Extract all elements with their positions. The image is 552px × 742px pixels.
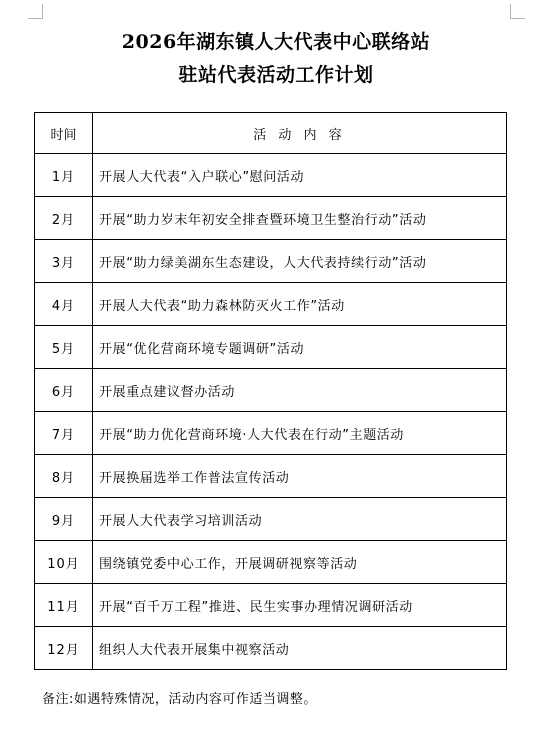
table-row [35,627,507,670]
activity-cell: 组织人大代表开展集中视察活动 [93,627,507,670]
activity-cell: 开展“百千万工程”推进、民生实事办理情况调研活动 [93,584,507,627]
month-cell: 1月 [35,154,93,197]
document-title-line2: 驻站代表活动工作计划 [178,64,374,86]
month-cell: 7月 [35,412,93,455]
activity-plan-table [34,112,507,670]
header-activity-content: 活 动 内 容 [93,113,507,154]
activity-cell: 开展换届选举工作普法宣传活动 [93,455,507,498]
activity-cell: 开展“优化营商环境专题调研”活动 [93,326,507,369]
activity-cell: 开展人大代表“入户联心”慰问活动 [93,154,507,197]
activity-cell: 开展人大代表“助力森林防灭火工作”活动 [93,283,507,326]
activity-cell: 开展“助力岁末年初安全排查暨环境卫生整治行动”活动 [93,197,507,240]
table-row [35,541,507,584]
table-row [35,584,507,627]
activity-cell: 围绕镇党委中心工作，开展调研视察等活动 [93,541,507,584]
table-row [35,326,507,369]
activity-cell: 开展“助力优化营商环境·人大代表在行动”主题活动 [93,412,507,455]
activity-cell: 开展人大代表学习培训活动 [93,498,507,541]
header-time: 时间 [35,113,93,154]
activity-cell: 开展重点建议督办活动 [93,369,507,412]
activity-cell: 开展“助力绿美湖东生态建设，人大代表持续行动”活动 [93,240,507,283]
remark-note: 备注:如遇特殊情况，活动内容可作适当调整。 [42,692,317,707]
month-cell: 4月 [35,283,93,326]
month-cell: 5月 [35,326,93,369]
page-corner-mark-left [28,4,43,19]
table-header-row [35,113,507,154]
table-row [35,240,507,283]
month-cell: 6月 [35,369,93,412]
month-cell: 11月 [35,584,93,627]
table-row [35,455,507,498]
month-cell: 8月 [35,455,93,498]
month-cell: 2月 [35,197,93,240]
month-cell: 10月 [35,541,93,584]
table-row [35,369,507,412]
document-title-line1: 2026年湖东镇人大代表中心联络站 [121,31,431,53]
table-row [35,154,507,197]
table-row [35,412,507,455]
table-row [35,498,507,541]
month-cell: 3月 [35,240,93,283]
table-row [35,283,507,326]
month-cell: 9月 [35,498,93,541]
table-row [35,197,507,240]
page-corner-mark-right [510,4,525,19]
month-cell: 12月 [35,627,93,670]
